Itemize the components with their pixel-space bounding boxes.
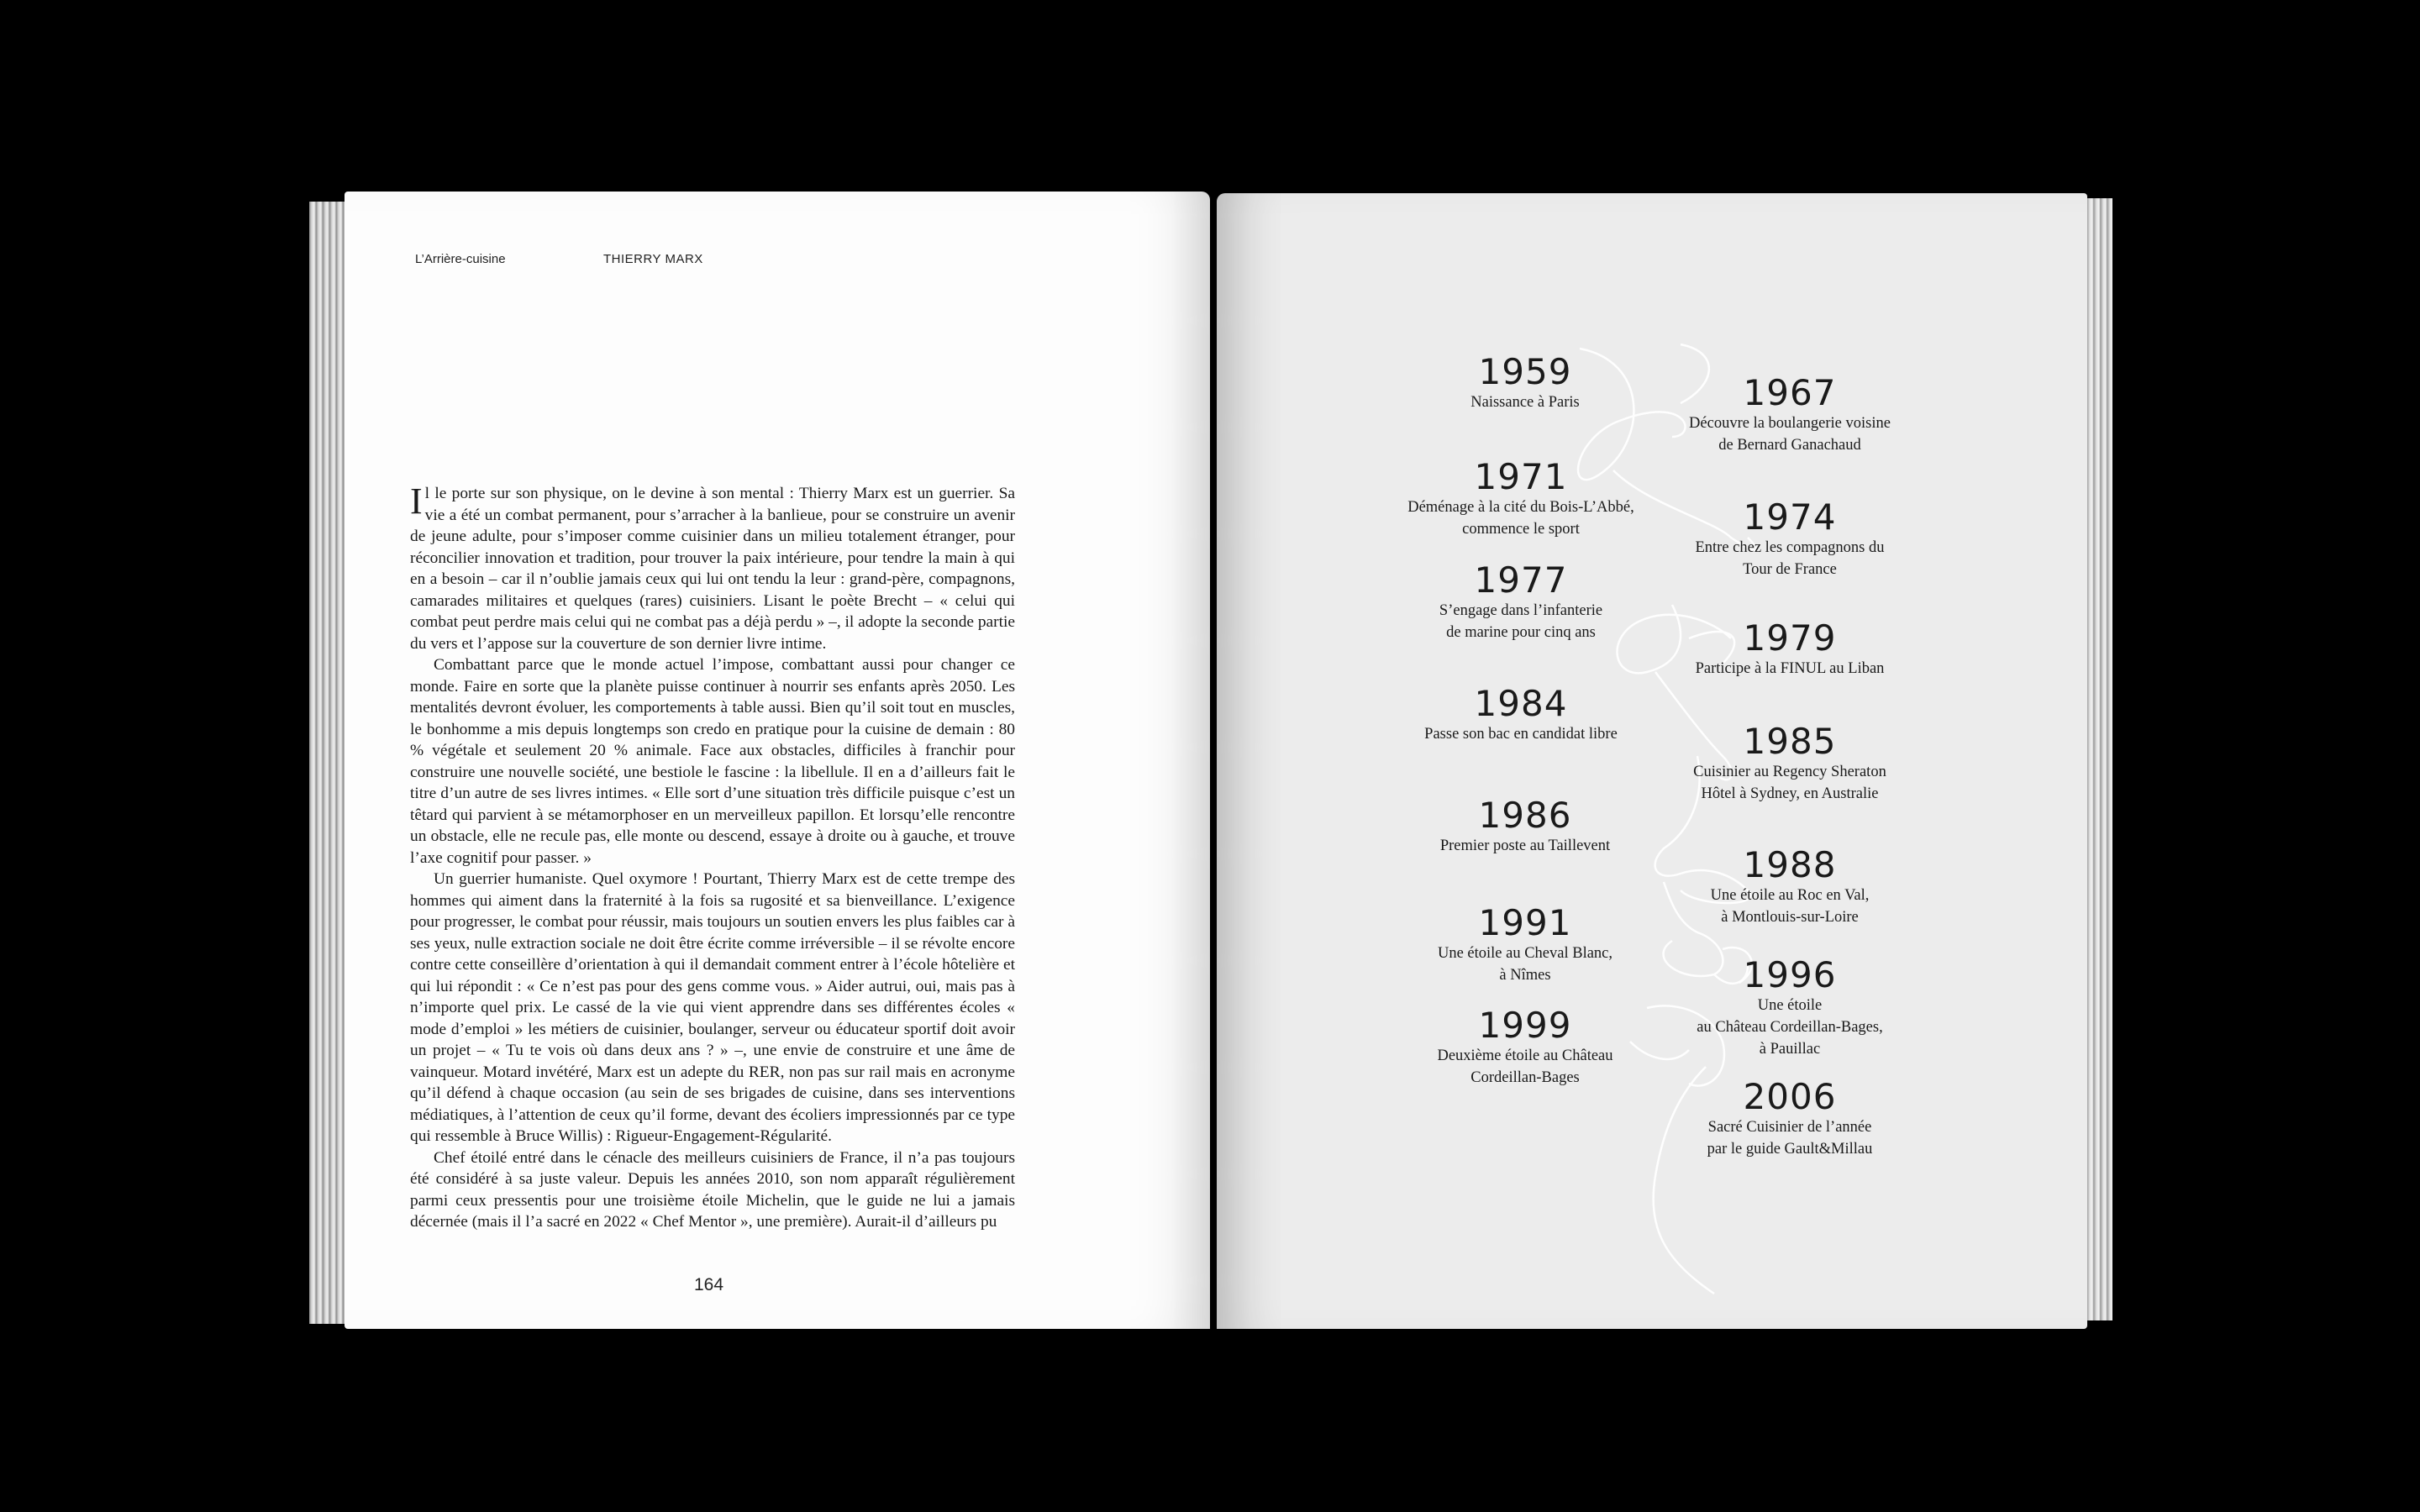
timeline-entry xyxy=(1412,796,1639,857)
timeline-desc-line: S’engage dans l’infanterie xyxy=(1439,602,1603,619)
timeline-year: 1999 xyxy=(1478,1005,1572,1046)
timeline-year: 1979 xyxy=(1743,617,1837,659)
timeline-desc-line: Hôtel à Sydney, en Australie xyxy=(1701,785,1879,802)
timeline-entry xyxy=(1647,374,1933,456)
drop-cap: I xyxy=(410,480,423,522)
timeline-desc-line: Participe à la FINUL au Liban xyxy=(1695,660,1885,677)
timeline-year: 1996 xyxy=(1743,954,1837,995)
timeline-desc-line: Découvre la boulangerie voisine xyxy=(1689,415,1891,432)
timeline-desc-line: à Nîmes xyxy=(1499,967,1551,984)
timeline-desc-line: de Bernard Ganachaud xyxy=(1718,437,1861,454)
timeline-desc-line: Une étoile au Cheval Blanc, xyxy=(1437,945,1613,962)
timeline-entry xyxy=(1647,1078,1933,1160)
timeline-entry xyxy=(1428,353,1622,413)
timeline-desc-line: de marine pour cinq ans xyxy=(1446,624,1596,641)
timeline-year: 1959 xyxy=(1478,351,1572,392)
timeline-entry xyxy=(1647,498,1933,580)
timeline-desc-line: Cordeillan-Bages xyxy=(1470,1069,1580,1086)
timeline-entry xyxy=(1395,685,1647,745)
timeline-desc-line: au Château Cordeillan-Bages, xyxy=(1697,1019,1883,1036)
timeline-year: 1974 xyxy=(1743,496,1837,538)
timeline-entry xyxy=(1647,846,1933,928)
paragraph-text: l le porte sur son physique, on le devine à son mental : Thierry Marx est un guerrier. Sa vie a été un combat permanent, pour s’arracher à la banlieue, pour se construire un avenir de jeune adulte, pour s’imposer comme cuisinier dans un milieu totalement étranger, pour réconcilier innovation et tradition, pour trouver la paix intérieure, pour tendre la main à qui en a besoin – car il n’oublie jamais ceux qui lui ont tendu la leur : grand-père, compagnons, camarades militaires et quelques (rares) cuisiniers. Lisant le poète Brecht – « celui qui combat peut perdre mais celui qui ne combat pas a déjà perdu » –, il adopte la seconde partie du vers et l’appose sur la couverture de son dernier livre intime. xyxy=(410,485,1015,653)
timeline-entry xyxy=(1412,904,1639,986)
timeline-desc-line: Passe son bac en candidat libre xyxy=(1424,726,1618,743)
timeline-desc-line: Une étoile xyxy=(1757,997,1823,1014)
timeline-year: 2006 xyxy=(1743,1076,1837,1117)
timeline-desc-line: à Pauillac xyxy=(1759,1041,1821,1058)
timeline-desc-line: Cuisinier au Regency Sheraton xyxy=(1693,764,1886,780)
timeline-year: 1986 xyxy=(1478,795,1572,836)
timeline-year: 1985 xyxy=(1743,721,1837,762)
running-head-author: THIERRY MARX xyxy=(603,252,703,266)
timeline-entry xyxy=(1647,619,1933,680)
paragraph: Chef étoilé entré dans le cénacle des meilleurs cuisiniers de France, il n’a pas toujours été considéré à sa juste valeur. Depuis les années 2010, son nom apparaît régulièrement parmi ceux pressentis pour une troisième étoile Michelin, que le guide ne lui a jamais décernée (mais il l’a sacré en 2022 « Chef Mentor », une première). Aurait-il d’ailleurs pu xyxy=(410,1148,1015,1231)
timeline-year: 1971 xyxy=(1474,456,1568,497)
timeline-desc-line: Deuxième étoile au Château xyxy=(1437,1047,1613,1064)
timeline-desc-line: commence le sport xyxy=(1462,521,1580,538)
timeline-desc-line: Naissance à Paris xyxy=(1470,394,1580,411)
timeline-entry xyxy=(1412,1006,1639,1089)
timeline-desc-line: Tour de France xyxy=(1743,561,1837,578)
timeline-desc-line: Sacré Cuisinier de l’année xyxy=(1707,1119,1872,1136)
paragraph: Combattant parce que le monde actuel l’impose, combattant aussi pour changer ce monde. Faire en sorte que la planète puisse continuer à nourrir ses enfants après 2050. Les mentalités devront évoluer, les comportements à table aussi. Bien qu’il soit tout en muscles, le bonhomme a mis depuis longtemps son credo en pratique pour la cuisine de demain : 80 % végétale et seulement 20 % animale. Face aux obstacles, difficiles à franchir pour construire une nouvelle société, une bestiole le fascine : la libellule. Il en a d’ailleurs fait le titre d’un autre de ses livres intimes. « Elle sort d’une situation très difficile puisque c’est un têtard qui parvient à se métamorphoser en un merveilleux papillon. Et lorsqu’elle rencontre un obstacle, elle ne recule pas, elle monte ou descend, essaye à droite ou à gauche, et trouve l’axe cognitif pour passer. » xyxy=(410,656,1015,867)
timeline-entry xyxy=(1647,956,1933,1060)
running-head-book-title: L’Arrière-cuisine xyxy=(415,252,506,266)
timeline-desc-line: Déménage à la cité du Bois-L’Abbé, xyxy=(1407,499,1634,516)
timeline-desc-line: Entre chez les compagnons du xyxy=(1695,539,1885,556)
timeline-entry xyxy=(1395,561,1647,643)
timeline-entry xyxy=(1378,458,1664,540)
paragraph: Un guerrier humaniste. Quel oxymore ! Pourtant, Thierry Marx est de cette trempe des hommes qui aiment dans la fraternité à la fois sa rugosité et sa bienveillance. L’exigence pour progresser, le combat pour réussir, mais toujours un soutien envers les plus faibles car à ses yeux, nulle extraction sociale ne doit être écrite comme irréversible – il se révolte encore contre cette conseillère d’orientation à qui il demandait comment entrer à l’école hôtelière et qui lui répondit : « Ce n’est pas pour des gens comme vous. » Aider autrui, oui, mais pas à n’importe quel prix. Le cassé de la vie qui vient apprendre dans ses différentes écoles « mode d’emploi » les métiers de cuisinier, boulanger, serveur ou éducateur sportif doit avoir un projet – « Tu te vois où dans deux ans ? » –, une envie de construire et une âme de vainqueur. Motard invétéré, Marx est un adepte du RER, non pas sur rail mais en acronyme qu’il défend à chaque occasion (au sein de ses brigades de cuisine, dans ses interventions médiatiques, à l’attention de ceux qu’il forme, devant des écoliers impressionnés par ce type qui ressemble à Bruce Willis) : Rigueur-Engagement-Régularité. xyxy=(410,870,1015,1145)
timeline-year: 1988 xyxy=(1743,844,1837,885)
timeline-entry xyxy=(1647,722,1933,805)
timeline-year: 1977 xyxy=(1474,559,1568,601)
timeline-year: 1967 xyxy=(1743,372,1837,413)
page-number: 164 xyxy=(694,1275,724,1294)
timeline-desc-line: Une étoile au Roc en Val, xyxy=(1710,887,1870,904)
timeline-year: 1984 xyxy=(1474,683,1568,724)
timeline-desc-line: à Montlouis-sur-Loire xyxy=(1721,909,1859,926)
timeline-year: 1991 xyxy=(1478,902,1572,943)
timeline-desc-line: Premier poste au Taillevent xyxy=(1439,837,1611,854)
timeline-desc-line: par le guide Gault&Millau xyxy=(1707,1141,1873,1158)
